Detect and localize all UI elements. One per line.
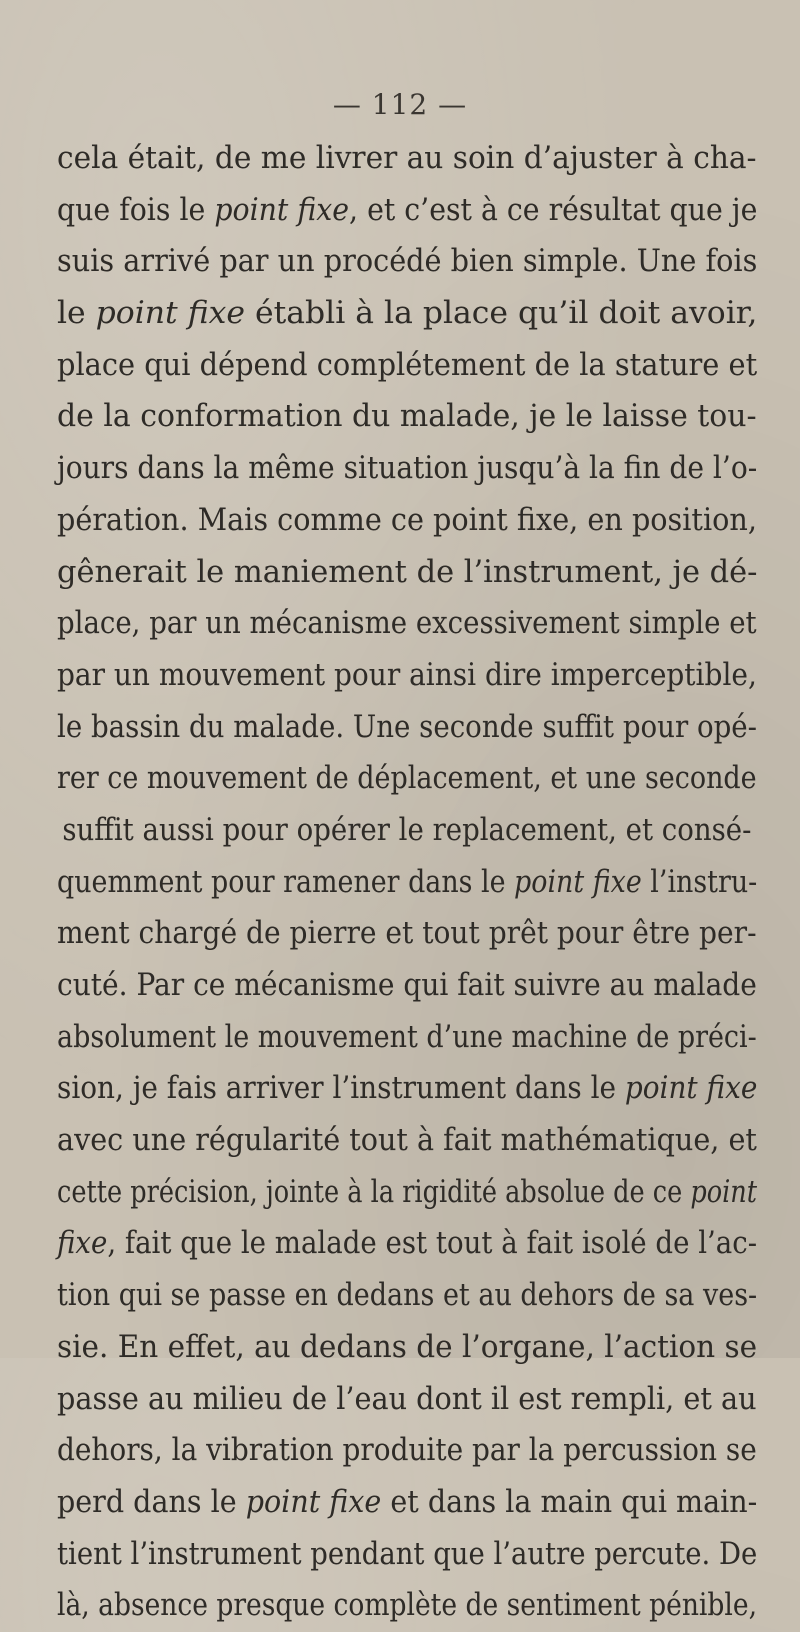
text-line	[57, 598, 757, 650]
text-line	[57, 1270, 758, 1322]
text-line	[57, 1218, 758, 1270]
text-line	[57, 391, 757, 443]
italic-term: point fixe	[214, 191, 350, 228]
text-segment: tion qui se passe en dedans et au dehors de sa ves-	[57, 1277, 758, 1314]
italic-term: point fixe	[95, 295, 246, 332]
italic-term: point	[690, 1173, 758, 1210]
italic-term: point fixe	[514, 863, 642, 900]
text-line	[57, 1477, 758, 1529]
text-segment: le bassin du malade. Une seconde suffit pour opé-	[57, 708, 758, 745]
text-line	[57, 960, 757, 1012]
text-line	[57, 1580, 758, 1632]
text-segment: dehors, la vibration produite par la percussion se	[57, 1432, 757, 1469]
text-line	[57, 753, 757, 805]
text-segment: jours dans la même situation jusqu’à la fin de l’o-	[57, 450, 758, 487]
text-segment: quemment pour ramener dans le	[57, 863, 515, 900]
text-segment: rer ce mouvement de déplacement, et une seconde	[57, 760, 757, 797]
text-segment: établi à la place qu’il doit avoir,	[245, 295, 758, 332]
text-segment: cette précision, jointe à la rigidité absolue de ce	[57, 1173, 691, 1210]
text-line	[57, 1374, 757, 1426]
text-segment: pération. Mais comme ce point fixe, en position,	[57, 501, 757, 538]
page-number: — 112 —	[332, 88, 468, 121]
text-line	[57, 185, 758, 237]
italic-term: fixe	[57, 1225, 108, 1262]
text-line	[57, 443, 758, 495]
text-segment: sie. En effet, au dedans de l’organe, l’action se	[57, 1328, 758, 1365]
text-segment: l’instru-	[641, 863, 758, 900]
text-line	[57, 1425, 757, 1477]
text-segment: absolument le mouvement d’une machine de préci-	[57, 1018, 757, 1055]
text-line	[57, 1063, 758, 1115]
text-segment: de la conformation du malade, je le laisse tou-	[57, 398, 757, 435]
text-segment: suis arrivé par un procédé bien simple. Une fois	[57, 243, 758, 280]
text-segment: perd dans le	[57, 1483, 246, 1520]
text-line	[57, 857, 758, 909]
text-segment: place qui dépend complétement de la stature et	[57, 346, 758, 383]
text-segment: , et c’est à ce résultat que je	[349, 191, 758, 228]
text-segment: sion, je fais arriver l’instrument dans le	[57, 1070, 625, 1107]
text-segment: cela était, de me livrer au soin d’ajuster à cha-	[57, 140, 757, 176]
text-segment: par un mouvement pour ainsi dire imperceptible,	[57, 656, 757, 693]
text-line	[57, 1322, 758, 1374]
text-segment: , fait que le malade est tout à fait isolé de l’ac-	[107, 1225, 758, 1262]
text-segment: le	[57, 295, 96, 332]
text-line	[57, 908, 757, 960]
text-segment: cuté. Par ce mécanisme qui fait suivre au malade	[57, 967, 757, 1003]
text-segment: avec une régularité tout à fait mathématique, et	[57, 1122, 757, 1159]
text-line	[57, 1115, 757, 1167]
text-segment: tient l’instrument pendant que l’autre percute. De	[57, 1535, 758, 1572]
text-segment: place, par un mécanisme excessivement simple et	[57, 605, 757, 642]
text-line	[57, 1529, 758, 1581]
italic-term: point fixe	[624, 1070, 758, 1107]
text-segment: ment chargé de pierre et tout prêt pour être per-	[57, 915, 757, 952]
text-segment: et dans la main qui main-	[381, 1483, 758, 1520]
text-line	[57, 288, 767, 340]
text-line	[57, 133, 757, 185]
italic-term: point fixe	[245, 1483, 382, 1520]
text-segment: là, absence presque complète de sentiment pénible,	[57, 1587, 758, 1624]
text-segment: suffit aussi pour opérer le replacement, et consé-	[62, 811, 752, 848]
text-line	[57, 236, 758, 288]
text-line	[57, 650, 757, 702]
text-line	[57, 702, 758, 754]
text-line	[57, 1167, 758, 1219]
text-segment: gênerait le maniement de l’instrument, je dé-	[57, 553, 758, 590]
text-line	[57, 340, 758, 392]
text-line	[57, 547, 758, 599]
body-text	[57, 133, 757, 1632]
text-line	[57, 1012, 757, 1064]
text-segment: passe au milieu de l’eau dont il est rempli, et au	[57, 1380, 757, 1417]
text-segment: que fois le	[57, 191, 215, 228]
text-line	[57, 805, 752, 857]
text-line	[57, 495, 757, 547]
